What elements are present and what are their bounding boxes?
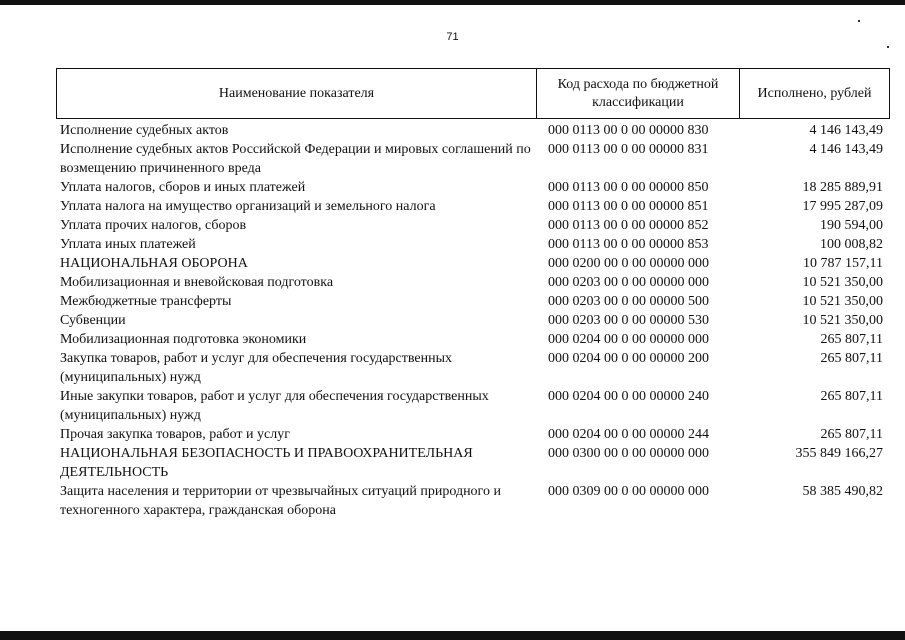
- row-name: Уплата налогов, сборов и иных платежей: [60, 180, 306, 195]
- row-name: Мобилизационная подготовка экономики: [60, 332, 307, 347]
- row-name: Защита населения и территории от чрезвычайных ситуаций природного и техногенного характера, гражданская оборона: [60, 484, 501, 518]
- row-code: 000 0309 00 0 00 00000 000: [548, 484, 709, 499]
- row-name: Закупка товаров, работ и услуг для обеспечения государственных (муниципальных) нужд: [60, 351, 453, 385]
- row-code: 000 0113 00 0 00 00000 853: [548, 237, 709, 252]
- row-value: 4 146 143,49: [809, 123, 883, 138]
- table-row: [60, 254, 883, 273]
- table-header: [56, 68, 890, 119]
- table-row: [60, 178, 883, 197]
- table-row: [60, 444, 883, 482]
- table-row: [60, 140, 883, 178]
- row-value: 10 521 350,00: [802, 313, 883, 328]
- row-value: 265 807,11: [820, 332, 883, 347]
- row-code: 000 0113 00 0 00 00000 831: [548, 142, 709, 157]
- row-code: 000 0203 00 0 00 00000 500: [548, 294, 709, 309]
- row-code: 000 0203 00 0 00 00000 000: [548, 275, 709, 290]
- row-name: Межбюджетные трансферты: [60, 294, 232, 309]
- row-name: Исполнение судебных актов: [60, 123, 229, 138]
- table-row: [60, 482, 883, 520]
- row-value: 10 521 350,00: [802, 294, 883, 309]
- row-name: Иные закупки товаров, работ и услуг для обеспечения государственных (муниципальных) нужд: [60, 389, 489, 423]
- table-body: [60, 121, 883, 520]
- scan-speck: [887, 46, 889, 48]
- table-row: [60, 349, 883, 387]
- row-code: 000 0200 00 0 00 00000 000: [548, 256, 709, 271]
- header-name: Наименование показателя: [218, 85, 375, 101]
- table-row: [60, 292, 883, 311]
- row-code: 000 0300 00 0 00 00000 000: [548, 446, 709, 461]
- row-code: 000 0113 00 0 00 00000 852: [548, 218, 709, 233]
- table-row: [60, 121, 883, 140]
- table-row: [60, 235, 883, 254]
- row-code: 000 0113 00 0 00 00000 851: [548, 199, 709, 214]
- row-code: 000 0113 00 0 00 00000 850: [548, 180, 709, 195]
- header-code: Код расхода по бюджетной классификации: [536, 69, 739, 118]
- row-name: Уплата иных платежей: [60, 237, 196, 252]
- top-border: [0, 0, 905, 5]
- row-name: Субвенции: [60, 313, 126, 328]
- row-name: Уплата прочих налогов, сборов: [60, 218, 247, 233]
- row-value: 10 787 157,11: [803, 256, 883, 271]
- row-value: 58 385 490,82: [802, 484, 883, 499]
- table-row: [60, 273, 883, 292]
- row-value: 100 008,82: [820, 237, 883, 252]
- row-name: Уплата налога на имущество организаций и земельного налога: [60, 199, 436, 214]
- table-row: [60, 216, 883, 235]
- row-code: 000 0203 00 0 00 00000 530: [548, 313, 709, 328]
- row-value: 17 995 287,09: [802, 199, 883, 214]
- row-code: 000 0204 00 0 00 00000 200: [548, 351, 709, 366]
- table-row: [60, 330, 883, 349]
- row-name: НАЦИОНАЛЬНАЯ ОБОРОНА: [60, 256, 248, 271]
- table-row: [60, 425, 883, 444]
- row-code: 000 0113 00 0 00 00000 830: [548, 123, 709, 138]
- row-value: 10 521 350,00: [802, 275, 883, 290]
- scan-speck: [858, 20, 860, 22]
- row-code: 000 0204 00 0 00 00000 244: [548, 427, 709, 442]
- row-value: 4 146 143,49: [809, 142, 883, 157]
- row-code: 000 0204 00 0 00 00000 240: [548, 389, 709, 404]
- row-name: Прочая закупка товаров, работ и услуг: [60, 427, 290, 442]
- table-row: [60, 311, 883, 330]
- row-value: 355 849 166,27: [795, 446, 883, 461]
- table-row: [60, 387, 883, 425]
- row-code: 000 0204 00 0 00 00000 000: [548, 332, 709, 347]
- bottom-border: [0, 631, 905, 640]
- row-name: НАЦИОНАЛЬНАЯ БЕЗОПАСНОСТЬ И ПРАВООХРАНИТЕЛЬНАЯ ДЕЯТЕЛЬНОСТЬ: [60, 446, 473, 480]
- row-value: 265 807,11: [820, 427, 883, 442]
- row-value: 190 594,00: [820, 218, 883, 233]
- row-value: 265 807,11: [820, 351, 883, 366]
- header-value: Исполнено, рублей: [739, 69, 889, 118]
- row-value: 265 807,11: [820, 389, 883, 404]
- row-name: Мобилизационная и вневойсковая подготовка: [60, 275, 334, 290]
- table-row: [60, 197, 883, 216]
- page-number: 71: [446, 31, 459, 43]
- row-value: 18 285 889,91: [802, 180, 883, 195]
- row-name: Исполнение судебных актов Российской Федерации и мировых соглашений по возмещению причиненного вреда: [60, 142, 531, 176]
